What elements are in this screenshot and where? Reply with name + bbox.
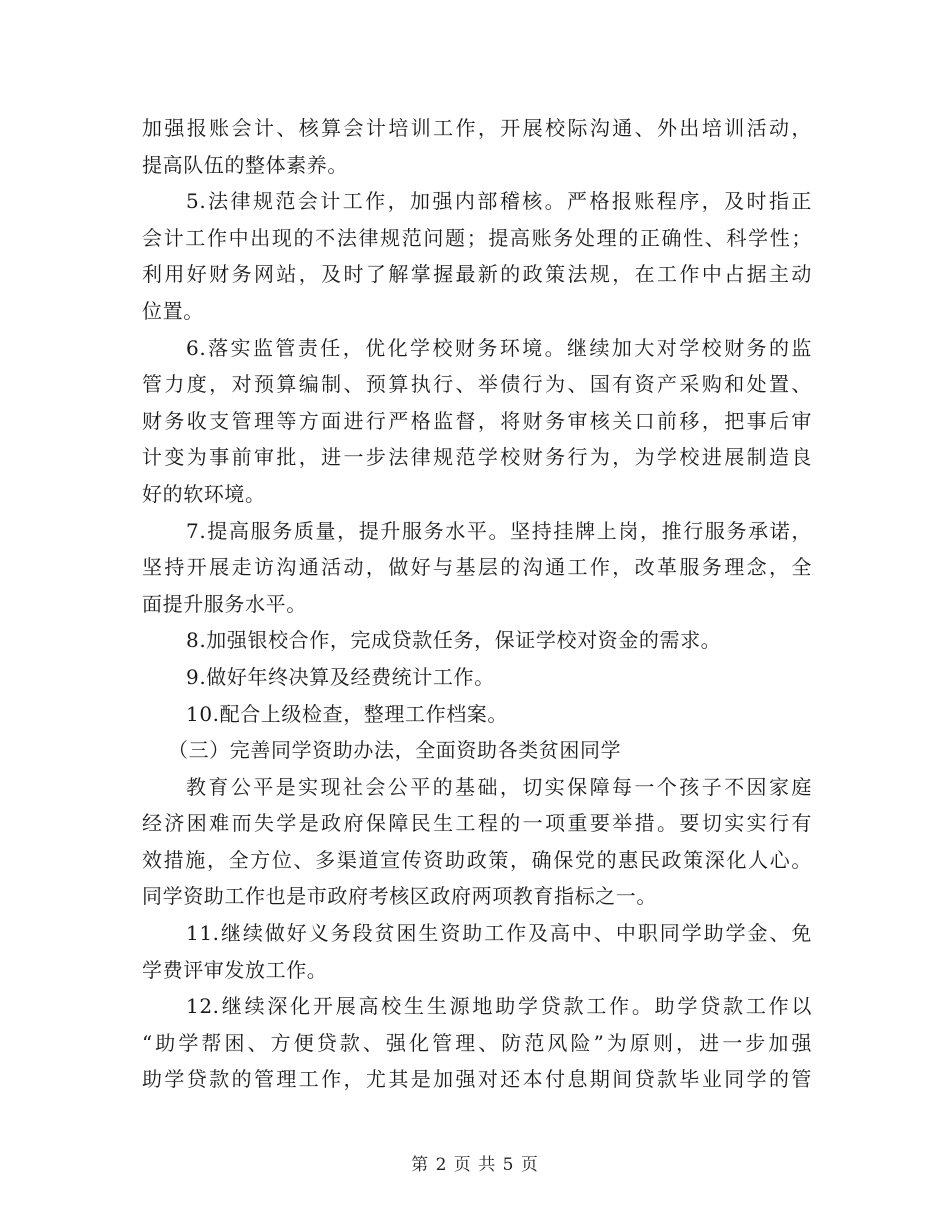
text-line: 7.提高服务质量，提升服务水平。坚持挂牌上岗，推行服务承诺，	[186, 518, 812, 543]
text-line: 效措施，全方位、多渠道宣传资助政策，确保党的惠民政策深化人心。	[142, 847, 812, 872]
text-line: 6.落实监管责任，优化学校财务环境。继续加大对学校财务的监	[186, 335, 812, 360]
text-line: 同学资助工作也是市政府考核区政府两项教育指标之一。	[142, 884, 657, 909]
page-footer: 第 2 页 共 5 页	[411, 1155, 539, 1175]
document-body	[142, 110, 812, 1098]
text-line: 教育公平是实现社会公平的基础，切实保障每一个孩子不因家庭	[186, 774, 812, 799]
text-line: 好的软环境。	[142, 481, 266, 506]
text-line: 利用好财务网站，及时了解掌握最新的政策法规，在工作中占据主动	[142, 262, 812, 287]
text-line: （三）完善同学资助办法，全面资助各类贫困同学	[168, 738, 622, 763]
text-line: 面提升服务水平。	[142, 591, 307, 616]
text-line: 计变为事前审批，进一步法律规范学校财务行为，为学校进展制造良	[142, 445, 812, 470]
text-line: 位置。	[142, 298, 204, 323]
text-line: 助学贷款的管理工作，尤其是加强对还本付息期间贷款毕业同学的管	[142, 1067, 812, 1092]
text-line: 经济困难而失学是政府保障民生工程的一项重要举措。要切实实行有	[142, 811, 812, 836]
text-line: 8.加强银校合作，完成贷款任务，保证学校对资金的需求。	[186, 628, 722, 653]
text-line: 9.做好年终决算及经费统计工作。	[186, 664, 495, 689]
text-line: 会计工作中出现的不法律规范问题；提高账务处理的正确性、科学性；	[142, 225, 812, 250]
text-line: 坚持开展走访沟通活动，做好与基层的沟通工作，改革服务理念，全	[142, 555, 812, 580]
text-line: 加强报账会计、核算会计培训工作，开展校际沟通、外出培训活动，	[142, 116, 812, 140]
text-line: 学费评审发放工作。	[142, 957, 328, 982]
text-line: “助学帮困、方便贷款、强化管理、防范风险”为原则，进一步加强	[142, 1030, 812, 1055]
text-line: 5.法律规范会计工作，加强内部稽核。严格报账程序，及时指正	[186, 189, 812, 214]
text-line: 管力度，对预算编制、预算执行、举债行为、国有资产采购和处置、	[142, 372, 812, 397]
text-line: 提高队伍的整体素养。	[142, 152, 348, 177]
text-line: 财务收支管理等方面进行严格监督，将财务审核关口前移，把事后审	[142, 408, 812, 433]
text-line: 12.继续深化开展高校生生源地助学贷款工作。助学贷款工作以	[186, 994, 812, 1019]
text-line: 10.配合上级检查，整理工作档案。	[186, 701, 509, 726]
text-line: 11.继续做好义务段贫困生资助工作及高中、中职同学助学金、免	[186, 921, 812, 946]
